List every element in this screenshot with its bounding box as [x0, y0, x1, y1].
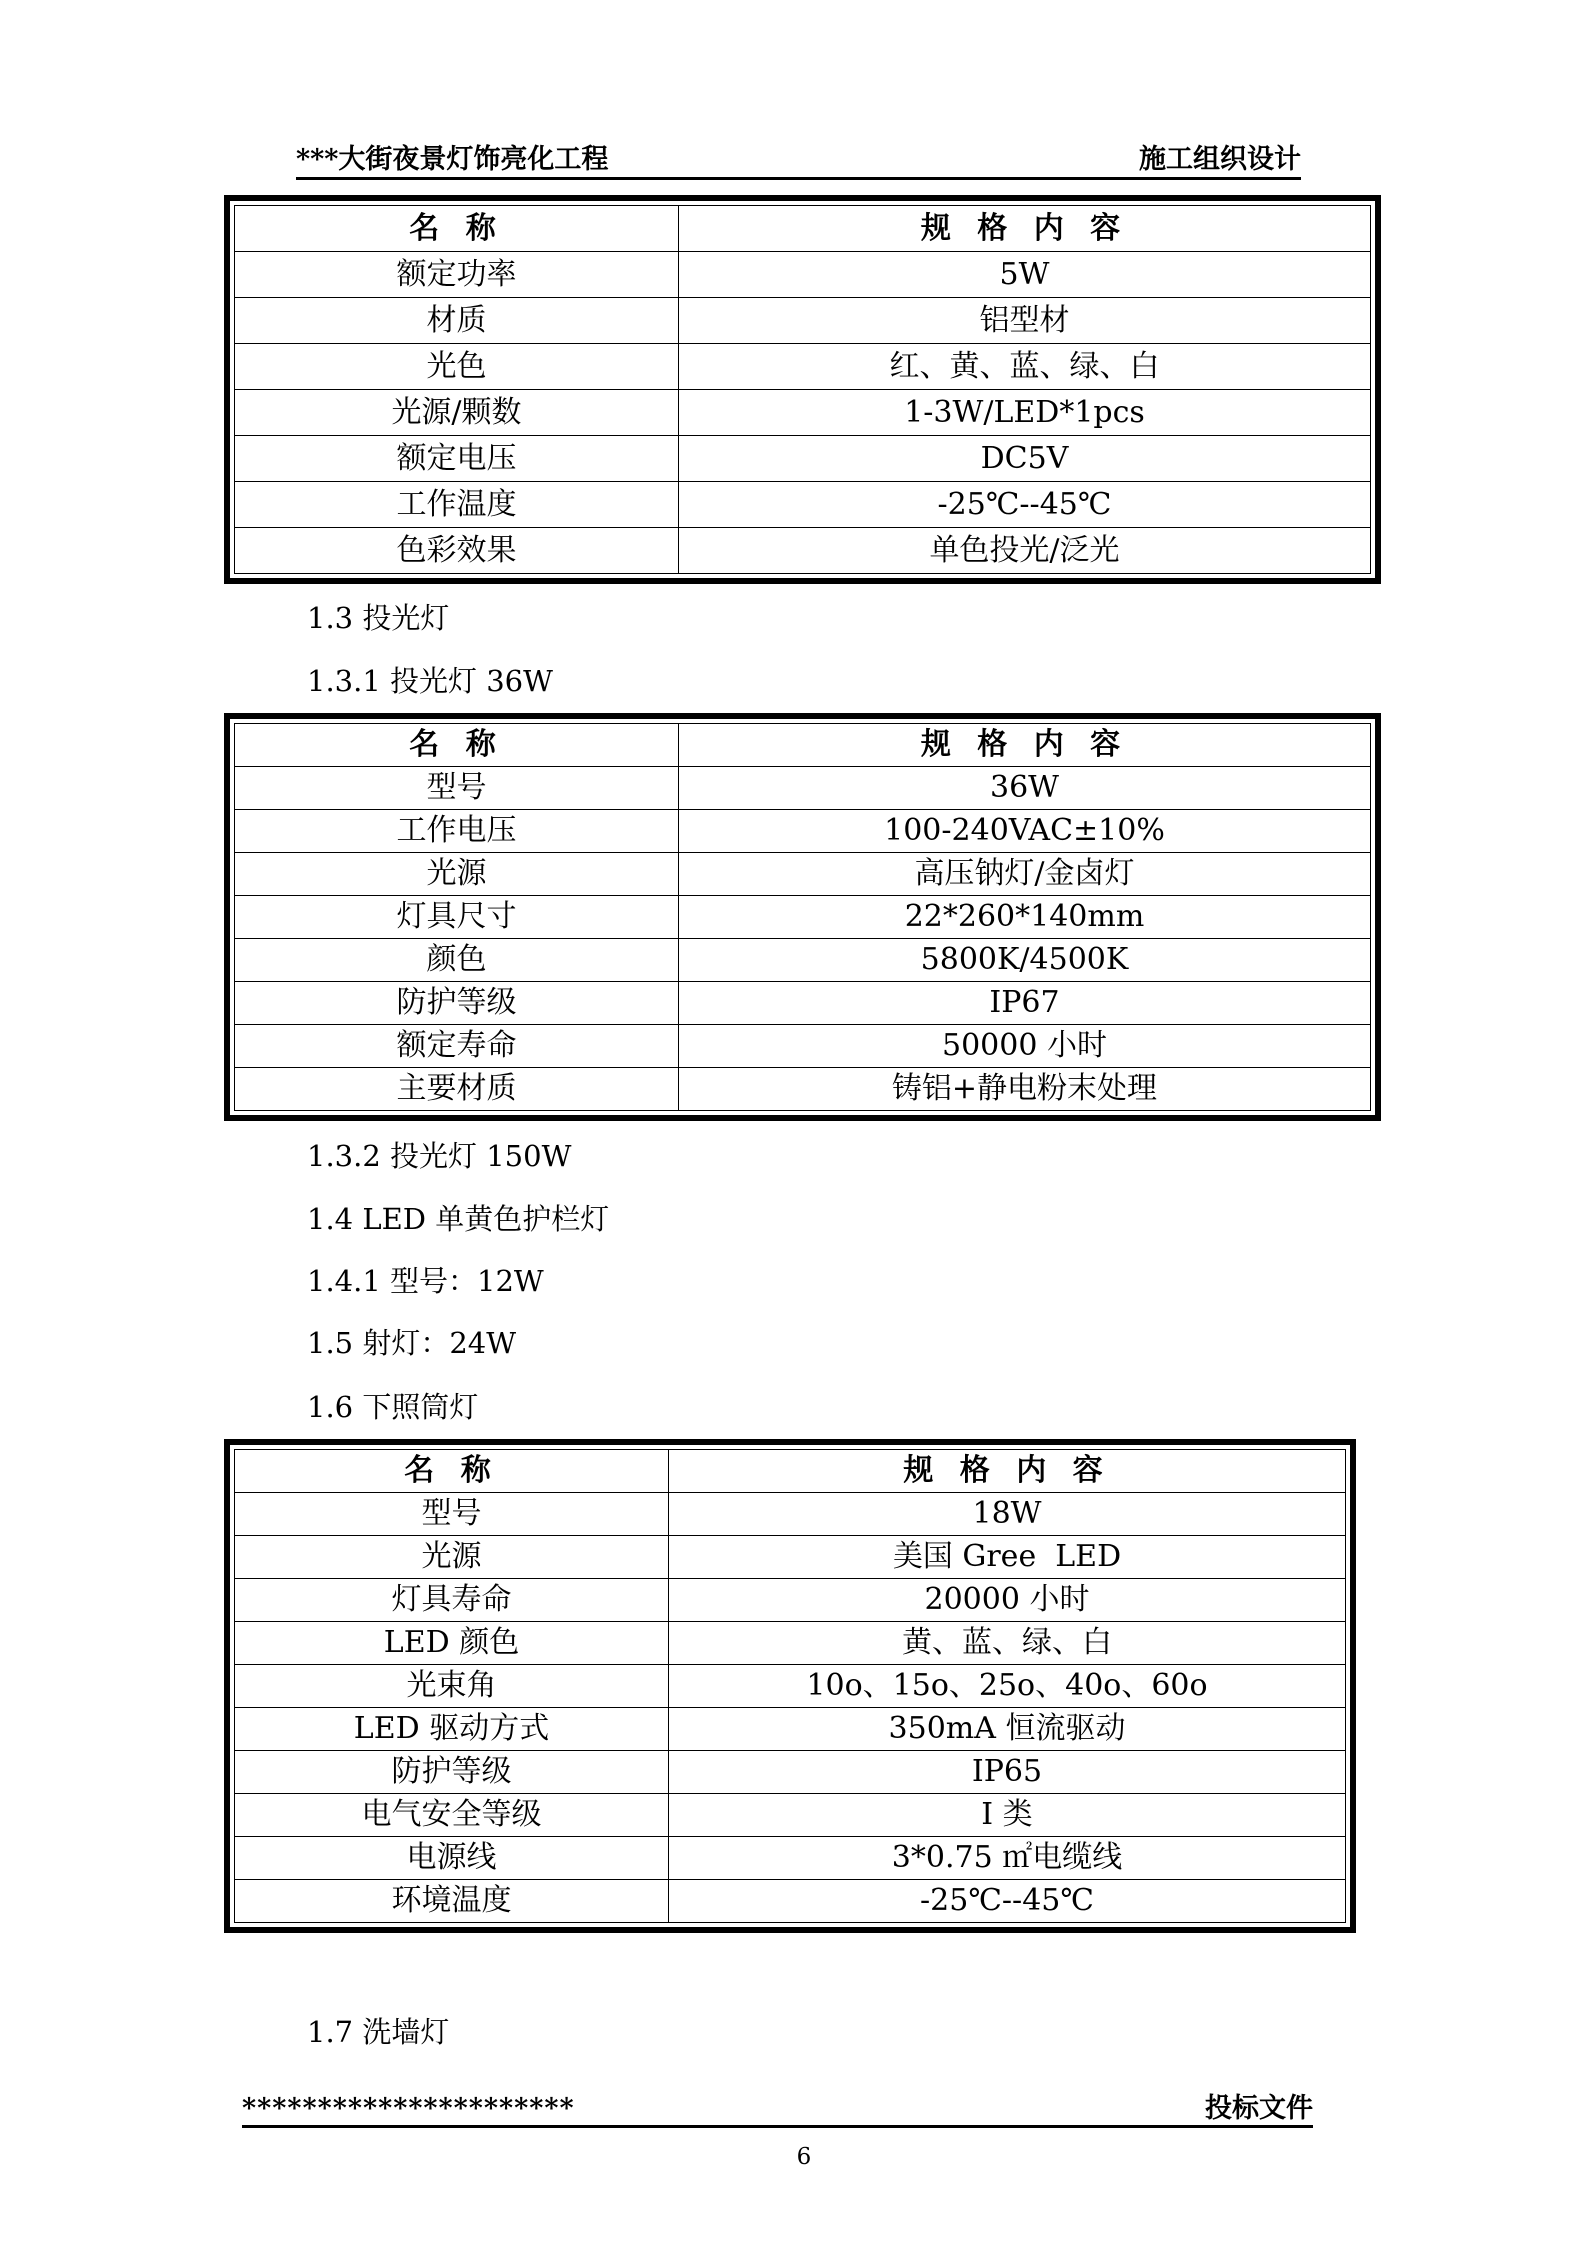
name-cell: 型号	[235, 767, 679, 810]
spec-cell: 18W	[669, 1493, 1346, 1536]
table-row	[235, 896, 1371, 939]
header-name-cell: 名 称	[235, 206, 679, 252]
spec-cell: 红、黄、蓝、绿、白	[679, 344, 1371, 390]
table-header-row	[235, 724, 1371, 767]
table-row	[235, 982, 1371, 1025]
table-row	[235, 482, 1371, 528]
spec-cell: 铸铝+静电粉末处理	[679, 1068, 1371, 1111]
table-header-row	[235, 206, 1371, 252]
section-heading: 1.6 下照筒灯	[307, 1390, 479, 1424]
page-footer	[242, 2092, 1313, 2128]
page-header	[296, 142, 1301, 180]
name-cell: 光束角	[235, 1665, 669, 1708]
name-cell: 颜色	[235, 939, 679, 982]
section-heading: 1.7 洗墙灯	[307, 2015, 450, 2049]
name-cell: 电源线	[235, 1837, 669, 1880]
name-cell: 光源/颗数	[235, 390, 679, 436]
header-spec-cell: 规 格 内 容	[679, 724, 1371, 767]
table-row	[235, 1536, 1346, 1579]
name-cell: 型号	[235, 1493, 669, 1536]
table-row	[235, 939, 1371, 982]
name-cell: 材质	[235, 298, 679, 344]
spec-cell: 20000 小时	[669, 1579, 1346, 1622]
name-cell: 额定电压	[235, 436, 679, 482]
name-cell: 光源	[235, 1536, 669, 1579]
spec-cell: 高压钠灯/金卤灯	[679, 853, 1371, 896]
name-cell: 环境温度	[235, 1880, 669, 1923]
table-row	[235, 1493, 1346, 1536]
name-cell: 光色	[235, 344, 679, 390]
spec-cell: 单色投光/泛光	[679, 528, 1371, 574]
table-row	[235, 1665, 1346, 1708]
table-header-row	[235, 1450, 1346, 1493]
name-cell: LED 驱动方式	[235, 1708, 669, 1751]
name-cell: 色彩效果	[235, 528, 679, 574]
table-row	[235, 767, 1371, 810]
spec-cell: -25℃--45℃	[679, 482, 1371, 528]
spec-cell: DC5V	[679, 436, 1371, 482]
spec-table-3	[224, 1439, 1356, 1933]
header-spec-cell: 规 格 内 容	[679, 206, 1371, 252]
table-row	[235, 528, 1371, 574]
name-cell: 额定寿命	[235, 1025, 679, 1068]
spec-cell: 1-3W/LED*1pcs	[679, 390, 1371, 436]
spec-cell: -25℃--45℃	[669, 1880, 1346, 1923]
table-row	[235, 1708, 1346, 1751]
name-cell: 防护等级	[235, 1751, 669, 1794]
spec-cell: 黄、蓝、绿、白	[669, 1622, 1346, 1665]
name-cell: LED 颜色	[235, 1622, 669, 1665]
spec-cell: I 类	[669, 1794, 1346, 1837]
section-heading: 1.3.2 投光灯 150W	[307, 1139, 572, 1173]
spec-cell: 5800K/4500K	[679, 939, 1371, 982]
table-row	[235, 436, 1371, 482]
section-heading: 1.3 投光灯	[307, 601, 450, 635]
table-row	[235, 298, 1371, 344]
name-cell: 防护等级	[235, 982, 679, 1025]
spec-cell: 350mA 恒流驱动	[669, 1708, 1346, 1751]
section-heading: 1.5 射灯：24W	[307, 1326, 517, 1360]
table-row	[235, 853, 1371, 896]
name-cell: 工作电压	[235, 810, 679, 853]
section-heading: 1.4.1 型号：12W	[307, 1264, 544, 1298]
table-row	[235, 1579, 1346, 1622]
table-row	[235, 1068, 1371, 1111]
spec-cell: 50000 小时	[679, 1025, 1371, 1068]
spec-cell: 3*0.75 ㎡电缆线	[669, 1837, 1346, 1880]
name-cell: 主要材质	[235, 1068, 679, 1111]
spec-table-1	[224, 195, 1381, 584]
table-row	[235, 810, 1371, 853]
table-row	[235, 1025, 1371, 1068]
table-row	[235, 1837, 1346, 1880]
spec-cell: 22*260*140mm	[679, 896, 1371, 939]
header-name-cell: 名 称	[235, 1450, 669, 1493]
spec-cell: 铝型材	[679, 298, 1371, 344]
section-heading: 1.3.1 投光灯 36W	[307, 664, 553, 698]
table-row	[235, 390, 1371, 436]
name-cell: 灯具尺寸	[235, 896, 679, 939]
table-row	[235, 252, 1371, 298]
table-row	[235, 1622, 1346, 1665]
footer-label: 投标文件	[1205, 2093, 1313, 2124]
name-cell: 灯具寿命	[235, 1579, 669, 1622]
section-heading: 1.4 LED 单黄色护栏灯	[307, 1202, 610, 1236]
project-title: ***大街夜景灯饰亮化工程	[296, 144, 609, 175]
document-section: 施工组织设计	[1139, 144, 1301, 175]
spec-cell: 36W	[679, 767, 1371, 810]
name-cell: 工作温度	[235, 482, 679, 528]
name-cell: 额定功率	[235, 252, 679, 298]
table-row	[235, 1880, 1346, 1923]
spec-cell: 100-240VAC±10%	[679, 810, 1371, 853]
page-number: 6	[796, 2144, 812, 2170]
spec-cell: IP67	[679, 982, 1371, 1025]
spec-cell: 5W	[679, 252, 1371, 298]
name-cell: 光源	[235, 853, 679, 896]
footer-stars: **********************	[242, 2093, 575, 2124]
spec-cell: IP65	[669, 1751, 1346, 1794]
table-row	[235, 344, 1371, 390]
spec-cell: 美国 Gree LED	[669, 1536, 1346, 1579]
spec-table-2	[224, 713, 1381, 1121]
header-name-cell: 名 称	[235, 724, 679, 767]
header-spec-cell: 规 格 内 容	[669, 1450, 1346, 1493]
name-cell: 电气安全等级	[235, 1794, 669, 1837]
spec-cell: 10o、15o、25o、40o、60o	[669, 1665, 1346, 1708]
table-row	[235, 1794, 1346, 1837]
table-row	[235, 1751, 1346, 1794]
